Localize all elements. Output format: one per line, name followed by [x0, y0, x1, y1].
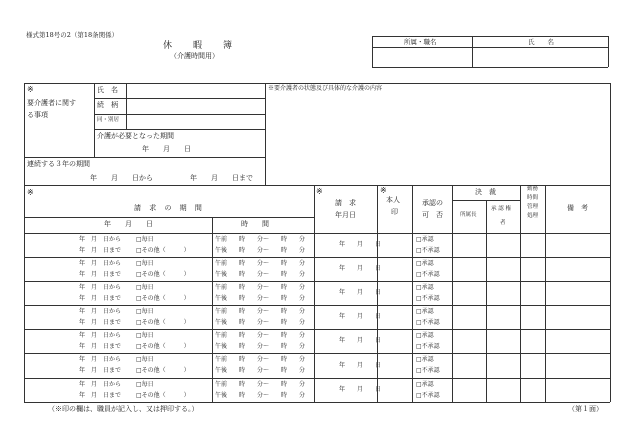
- self-seal-header-2: 印: [391, 208, 398, 216]
- row-approve-checkbox[interactable]: □承認: [416, 332, 434, 339]
- row-daily-checkbox[interactable]: □毎日: [136, 236, 154, 243]
- footer-note: （※印の欄は、職員が記入し、又は押印する。）: [48, 405, 199, 413]
- decision-header: 決 裁: [475, 188, 496, 196]
- page-title: 休 暇 簿: [163, 41, 239, 51]
- attendance-header-4: 処理: [527, 213, 539, 219]
- row-pm-time: 午後 時 分～ 時 分: [215, 247, 306, 254]
- row-am-time: 午前 時 分～ 時 分: [215, 236, 306, 243]
- row-daily-checkbox[interactable]: □毎日: [136, 381, 154, 388]
- page-subtitle: （介護時間用）: [170, 52, 219, 60]
- row-from-date: 年 月 日から: [79, 308, 122, 315]
- time-header: 時 間: [241, 220, 269, 228]
- row-other-checkbox[interactable]: □その他（ ）: [136, 392, 190, 399]
- row-to-date: 年 月 日まで: [79, 367, 122, 374]
- row-other-checkbox[interactable]: □その他（ ）: [136, 343, 190, 350]
- employee-name-label: 氏 名: [528, 38, 554, 46]
- row-other-checkbox[interactable]: □その他（ ）: [136, 295, 190, 302]
- row-request-date: 年 月 日: [339, 362, 382, 369]
- row-approve-checkbox[interactable]: □承認: [416, 381, 434, 388]
- row-to-date: 年 月 日まで: [79, 295, 122, 302]
- row-disapprove-checkbox[interactable]: □不承認: [416, 295, 440, 302]
- approver-header-1: 承 認 権: [491, 206, 511, 212]
- row-pm-time: 午後 時 分～ 時 分: [215, 295, 306, 302]
- request-date-header-1: 請 求: [335, 199, 356, 207]
- row-to-date: 年 月 日まで: [79, 247, 122, 254]
- period-mark: ※: [27, 188, 34, 197]
- care-section-label-2: る事項: [27, 111, 48, 119]
- three-year-label: 連続する３年の期間: [27, 160, 90, 168]
- row-pm-time: 午後 時 分～ 時 分: [215, 343, 306, 350]
- row-from-date: 年 月 日から: [79, 284, 122, 291]
- row-daily-checkbox[interactable]: □毎日: [136, 308, 154, 315]
- dept-title-label: 所属・職名: [404, 38, 437, 46]
- row-request-date: 年 月 日: [339, 313, 382, 320]
- self-mark: ※: [380, 186, 387, 195]
- row-am-time: 午前 時 分～ 時 分: [215, 332, 306, 339]
- ymd-header: 年 月 日: [104, 220, 153, 228]
- row-pm-time: 午後 時 分～ 時 分: [215, 367, 306, 374]
- three-year-to: 年 月 日まで: [190, 174, 253, 182]
- row-from-date: 年 月 日から: [79, 356, 122, 363]
- row-daily-checkbox[interactable]: □毎日: [136, 356, 154, 363]
- row-other-checkbox[interactable]: □その他（ ）: [136, 367, 190, 374]
- row-approve-checkbox[interactable]: □承認: [416, 260, 434, 267]
- row-pm-time: 午後 時 分～ 時 分: [215, 271, 306, 278]
- row-from-date: 年 月 日から: [79, 332, 122, 339]
- row-other-checkbox[interactable]: □その他（ ）: [136, 247, 190, 254]
- request-date-header-2: 年月日: [335, 211, 356, 219]
- care-mark: ※: [27, 85, 34, 94]
- care-period-value: 年 月 日: [142, 145, 191, 153]
- row-daily-checkbox[interactable]: □毎日: [136, 284, 154, 291]
- row-disapprove-checkbox[interactable]: □不承認: [416, 367, 440, 374]
- row-approve-checkbox[interactable]: □承認: [416, 356, 434, 363]
- row-to-date: 年 月 日まで: [79, 271, 122, 278]
- care-cohabit-label: 同・別居: [97, 117, 120, 123]
- row-pm-time: 午後 時 分～ 時 分: [215, 392, 306, 399]
- row-approve-checkbox[interactable]: □承認: [416, 236, 434, 243]
- row-disapprove-checkbox[interactable]: □不承認: [416, 247, 440, 254]
- dept-head-header: 所属長: [460, 212, 477, 218]
- care-name-label: 氏 名: [97, 86, 118, 94]
- remarks-header: 備 考: [567, 204, 588, 212]
- row-request-date: 年 月 日: [339, 386, 382, 393]
- attendance-header-1: 勤務: [527, 186, 539, 192]
- row-from-date: 年 月 日から: [79, 236, 122, 243]
- row-am-time: 午前 時 分～ 時 分: [215, 284, 306, 291]
- row-disapprove-checkbox[interactable]: □不承認: [416, 392, 440, 399]
- care-relation-label: 続 柄: [97, 101, 118, 109]
- care-period-label: 介護が必要となった期間: [97, 132, 174, 140]
- row-am-time: 午前 時 分～ 時 分: [215, 356, 306, 363]
- row-from-date: 年 月 日から: [79, 381, 122, 388]
- row-approve-checkbox[interactable]: □承認: [416, 308, 434, 315]
- form-number: 様式第18号の2（第18条関係）: [26, 31, 119, 39]
- self-seal-header-1: 本人: [386, 196, 400, 204]
- row-request-date: 年 月 日: [339, 289, 382, 296]
- three-year-from: 年 月 日から: [90, 174, 153, 182]
- row-disapprove-checkbox[interactable]: □不承認: [416, 271, 440, 278]
- row-other-checkbox[interactable]: □その他（ ）: [136, 319, 190, 326]
- row-to-date: 年 月 日まで: [79, 392, 122, 399]
- attendance-header-2: 時間: [527, 195, 539, 201]
- row-request-date: 年 月 日: [339, 337, 382, 344]
- approval-header-2: 可 否: [422, 211, 443, 219]
- row-disapprove-checkbox[interactable]: □不承認: [416, 343, 440, 350]
- period-header: 請 求 の 期 間: [134, 204, 205, 212]
- care-state-label: ※要介護者の状態及び具体的な介護の内容: [268, 85, 383, 92]
- row-am-time: 午前 時 分～ 時 分: [215, 260, 306, 267]
- row-from-date: 年 月 日から: [79, 260, 122, 267]
- row-to-date: 年 月 日まで: [79, 343, 122, 350]
- attendance-header-3: 管理: [527, 204, 539, 210]
- row-other-checkbox[interactable]: □その他（ ）: [136, 271, 190, 278]
- row-am-time: 午前 時 分～ 時 分: [215, 381, 306, 388]
- care-section-label-1: 要介護者に関す: [27, 99, 76, 107]
- row-approve-checkbox[interactable]: □承認: [416, 284, 434, 291]
- row-disapprove-checkbox[interactable]: □不承認: [416, 319, 440, 326]
- row-to-date: 年 月 日まで: [79, 319, 122, 326]
- request-mark: ※: [316, 187, 323, 196]
- row-pm-time: 午後 時 分～ 時 分: [215, 319, 306, 326]
- row-am-time: 午前 時 分～ 時 分: [215, 308, 306, 315]
- approval-header-1: 承認の: [422, 199, 443, 207]
- row-daily-checkbox[interactable]: □毎日: [136, 332, 154, 339]
- row-request-date: 年 月 日: [339, 265, 382, 272]
- row-request-date: 年 月 日: [339, 241, 382, 248]
- approver-header-2: 者: [500, 220, 506, 226]
- row-daily-checkbox[interactable]: □毎日: [136, 260, 154, 267]
- page-number-label: （第１面）: [568, 405, 603, 413]
